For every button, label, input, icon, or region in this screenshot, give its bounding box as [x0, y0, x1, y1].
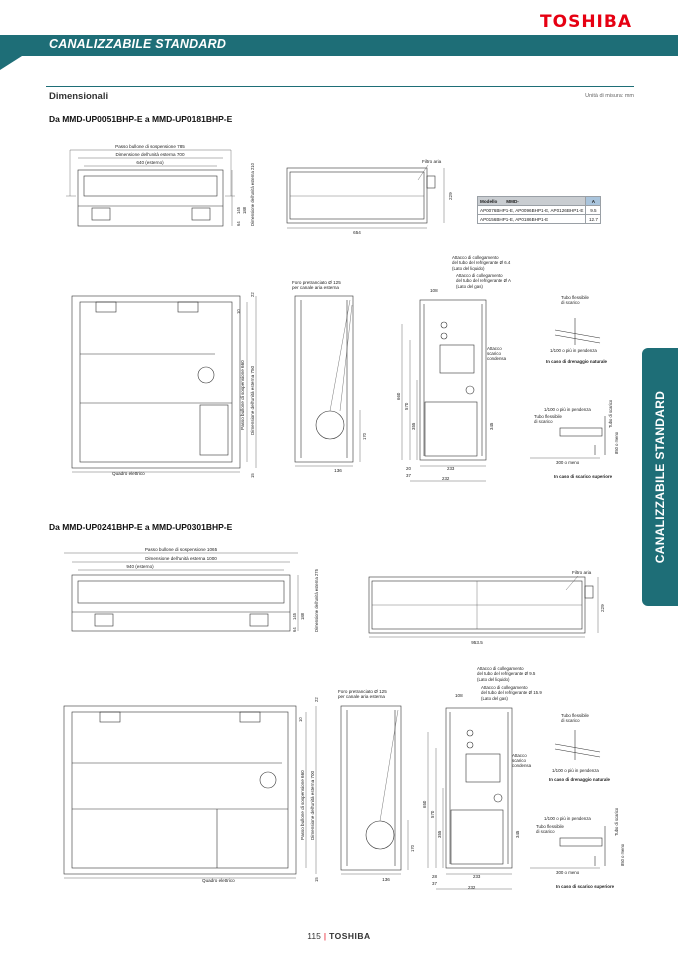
svg-text:136: 136 — [382, 877, 390, 882]
svg-text:di scarico: di scarico — [536, 829, 555, 834]
svg-text:10: 10 — [236, 309, 241, 314]
svg-text:188: 188 — [242, 207, 247, 214]
drawing2-front-view — [64, 547, 319, 632]
svg-text:229: 229 — [448, 192, 453, 200]
svg-text:233: 233 — [473, 874, 481, 879]
svg-text:Attacco di collegamento: Attacco di collegamento — [481, 685, 528, 690]
svg-text:del tubo del refrigerante Ø 6.: del tubo del refrigerante Ø 6.4 — [452, 260, 511, 265]
svg-text:28: 28 — [432, 874, 437, 879]
drawing1-title: Da MMD-UP0051BHP-E a MMD-UP0181BHP-E — [49, 114, 233, 124]
svg-text:300 o meno: 300 o meno — [556, 460, 580, 465]
svg-text:953.5: 953.5 — [471, 640, 483, 645]
svg-text:660: 660 — [396, 392, 401, 400]
svg-text:Passo bullone di sospensione 7: Passo bullone di sospensione 785 — [115, 144, 185, 149]
banner-title: CANALIZZABILE STANDARD — [49, 37, 227, 51]
svg-text:654: 654 — [353, 230, 361, 235]
svg-text:232: 232 — [442, 476, 450, 481]
svg-text:In caso di drenaggio naturale: In caso di drenaggio naturale — [546, 359, 607, 364]
svg-text:10: 10 — [298, 717, 303, 722]
svg-text:233: 233 — [447, 466, 455, 471]
svg-text:(Lato del liquido): (Lato del liquido) — [452, 266, 485, 271]
svg-text:Attacco: Attacco — [487, 346, 502, 351]
svg-text:Dimensione dell'unità esterna: Dimensione dell'unità esterna 210 — [250, 163, 255, 226]
footer-brand: TOSHIBA — [329, 931, 371, 941]
svg-text:Quadro elettrico: Quadro elettrico — [202, 878, 235, 883]
svg-text:355: 355 — [437, 830, 442, 838]
svg-text:Quadro elettrico: Quadro elettrico — [112, 471, 145, 476]
svg-text:Foro pretranciato Ø 125: Foro pretranciato Ø 125 — [292, 280, 341, 285]
toshiba-logo: TOSHIBA — [540, 12, 632, 32]
svg-text:Tubo di scarico: Tubo di scarico — [614, 807, 619, 836]
svg-text:20: 20 — [406, 466, 411, 471]
drawing1-filter-view — [287, 159, 453, 235]
svg-text:850 o meno: 850 o meno — [614, 431, 619, 454]
drawing1-front-view — [66, 144, 255, 226]
drawing1-connection-view — [396, 255, 511, 481]
svg-text:Dimensione dell'unità esterna: Dimensione dell'unità esterna 1000 — [145, 556, 217, 561]
svg-text:Attacco di collegamento: Attacco di collegamento — [456, 273, 503, 278]
table-cell-a: 9.5 — [586, 206, 601, 215]
svg-text:Dimensione dell'unità esterna: Dimensione dell'unità esterna 700 — [310, 770, 315, 840]
svg-text:del tubo del refrigerante Ø 15: del tubo del refrigerante Ø 15.9 — [481, 690, 542, 695]
svg-text:Passo bullone di sospensione 6: Passo bullone di sospensione 660 — [240, 360, 245, 430]
svg-text:37: 37 — [432, 881, 437, 886]
page-footer — [0, 931, 678, 941]
svg-text:229: 229 — [600, 604, 605, 612]
svg-text:per canale aria esterna: per canale aria esterna — [338, 694, 385, 699]
svg-text:850 o meno: 850 o meno — [620, 843, 625, 866]
page-number: 115 — [307, 931, 321, 941]
drawing1-plan-view — [72, 292, 256, 478]
svg-text:per canale aria esterna: per canale aria esterna — [292, 285, 339, 290]
svg-text:In caso di scarico superiore: In caso di scarico superiore — [554, 474, 613, 479]
drawing2-filter-view — [369, 570, 605, 645]
svg-text:108: 108 — [455, 693, 463, 698]
svg-text:Passo bullone di sospensione 6: Passo bullone di sospensione 660 — [300, 770, 305, 840]
drawing2-drain-upper — [530, 807, 625, 889]
svg-text:Dimensione dell'unità esterna: Dimensione dell'unità esterna 700 — [115, 152, 185, 157]
svg-text:(Lato del gas): (Lato del gas) — [481, 696, 508, 701]
svg-text:188: 188 — [300, 613, 305, 620]
svg-text:108: 108 — [430, 288, 438, 293]
drawing2-side-view — [338, 689, 415, 882]
side-tab-label: CANALIZZABILE STANDARD — [653, 390, 667, 564]
svg-text:345: 345 — [489, 422, 494, 430]
svg-text:300 o meno: 300 o meno — [556, 870, 580, 875]
svg-text:condensa: condensa — [487, 356, 507, 361]
svg-text:Tubo flessibile: Tubo flessibile — [561, 713, 589, 718]
svg-text:In caso di drenaggio naturale: In caso di drenaggio naturale — [549, 777, 610, 782]
svg-text:940 (esterno): 940 (esterno) — [126, 564, 154, 569]
svg-text:37: 37 — [406, 473, 411, 478]
svg-text:64: 64 — [292, 627, 297, 632]
drawing1-side-view — [292, 280, 367, 473]
table-header-a: A — [586, 197, 601, 206]
svg-text:Tubo flessibile: Tubo flessibile — [534, 414, 562, 419]
svg-text:di scarico: di scarico — [561, 718, 580, 723]
svg-text:del tubo del refrigerante Ø 9.: del tubo del refrigerante Ø 9.5 — [477, 671, 536, 676]
svg-text:condensa: condensa — [512, 763, 532, 768]
drawing1-drain-natural — [546, 295, 608, 364]
table-cell-models: AP0156BHP1-E, AP0186BHP1-E — [478, 215, 586, 224]
svg-text:(Lato del gas): (Lato del gas) — [456, 284, 483, 289]
svg-text:Attacco: Attacco — [512, 753, 527, 758]
svg-text:232: 232 — [468, 885, 476, 890]
unit-note: Unità di misura: mm — [585, 93, 634, 99]
svg-text:22: 22 — [314, 697, 319, 702]
drawing2-title: Da MMD-UP0241BHP-E a MMD-UP0301BHP-E — [49, 522, 233, 532]
svg-text:570: 570 — [430, 810, 435, 818]
drawing2-connection-view — [422, 666, 542, 890]
svg-text:1/100 o più in pendenza: 1/100 o più in pendenza — [544, 407, 591, 412]
svg-text:136: 136 — [334, 468, 342, 473]
table-cell-models: AP0076BHP1-E, AP0096BHP1-E, AP0126BHP1-E — [478, 206, 586, 215]
svg-text:(Lato del liquido): (Lato del liquido) — [477, 677, 510, 682]
svg-text:scarico: scarico — [487, 351, 501, 356]
svg-text:scarico: scarico — [512, 758, 526, 763]
svg-text:1/100 o più in pendenza: 1/100 o più in pendenza — [544, 816, 591, 821]
svg-text:Tubo di scarico: Tubo di scarico — [608, 399, 613, 428]
svg-text:1/100 o più in pendenza: 1/100 o più in pendenza — [552, 768, 599, 773]
svg-text:170: 170 — [362, 433, 367, 440]
svg-text:64: 64 — [236, 221, 241, 226]
section-title: Dimensionali — [49, 91, 109, 102]
svg-text:Dimensione dell'unità esterna: Dimensione dell'unità esterna 750 — [250, 365, 255, 435]
svg-text:Attacco di collegamento: Attacco di collegamento — [452, 255, 499, 260]
svg-text:170: 170 — [410, 845, 415, 852]
svg-text:Attacco di collegamento: Attacco di collegamento — [477, 666, 524, 671]
svg-text:Foro pretranciato Ø 125: Foro pretranciato Ø 125 — [338, 689, 387, 694]
svg-text:570: 570 — [404, 402, 409, 410]
table-header-model: Modello MMD- — [478, 197, 586, 206]
svg-text:Tubo flessibile: Tubo flessibile — [561, 295, 589, 300]
svg-text:145: 145 — [292, 613, 297, 620]
svg-text:15: 15 — [314, 877, 319, 882]
table-cell-a: 12.7 — [586, 215, 601, 224]
svg-text:del tubo del refrigerante Ø A: del tubo del refrigerante Ø A — [456, 278, 511, 283]
svg-text:Tubo flessibile: Tubo flessibile — [536, 824, 564, 829]
footer-separator: | — [323, 931, 327, 941]
svg-text:345: 345 — [515, 830, 520, 838]
svg-text:22: 22 — [250, 292, 255, 297]
svg-text:di scarico: di scarico — [561, 300, 580, 305]
svg-text:Filtro aria: Filtro aria — [422, 159, 442, 164]
drawing1-drain-upper — [530, 399, 619, 479]
svg-text:Dimensione dell'unità esterna: Dimensione dell'unità esterna 275 — [314, 569, 319, 632]
svg-text:15: 15 — [250, 473, 255, 478]
svg-text:Filtro aria: Filtro aria — [572, 570, 592, 575]
svg-text:355: 355 — [411, 422, 416, 430]
svg-text:Passo bullone di sospensione 1: Passo bullone di sospensione 1065 — [144, 547, 218, 552]
svg-text:650: 650 — [422, 800, 427, 808]
svg-text:In caso di scarico superiore: In caso di scarico superiore — [556, 884, 615, 889]
svg-text:1/100 o più in pendenza: 1/100 o più in pendenza — [550, 348, 597, 353]
drawing2-plan-view — [64, 697, 319, 883]
svg-text:145: 145 — [236, 207, 241, 214]
svg-text:640 (esterno): 640 (esterno) — [136, 160, 164, 165]
drawing2-drain-natural — [549, 713, 611, 782]
svg-text:di scarico: di scarico — [534, 419, 553, 424]
